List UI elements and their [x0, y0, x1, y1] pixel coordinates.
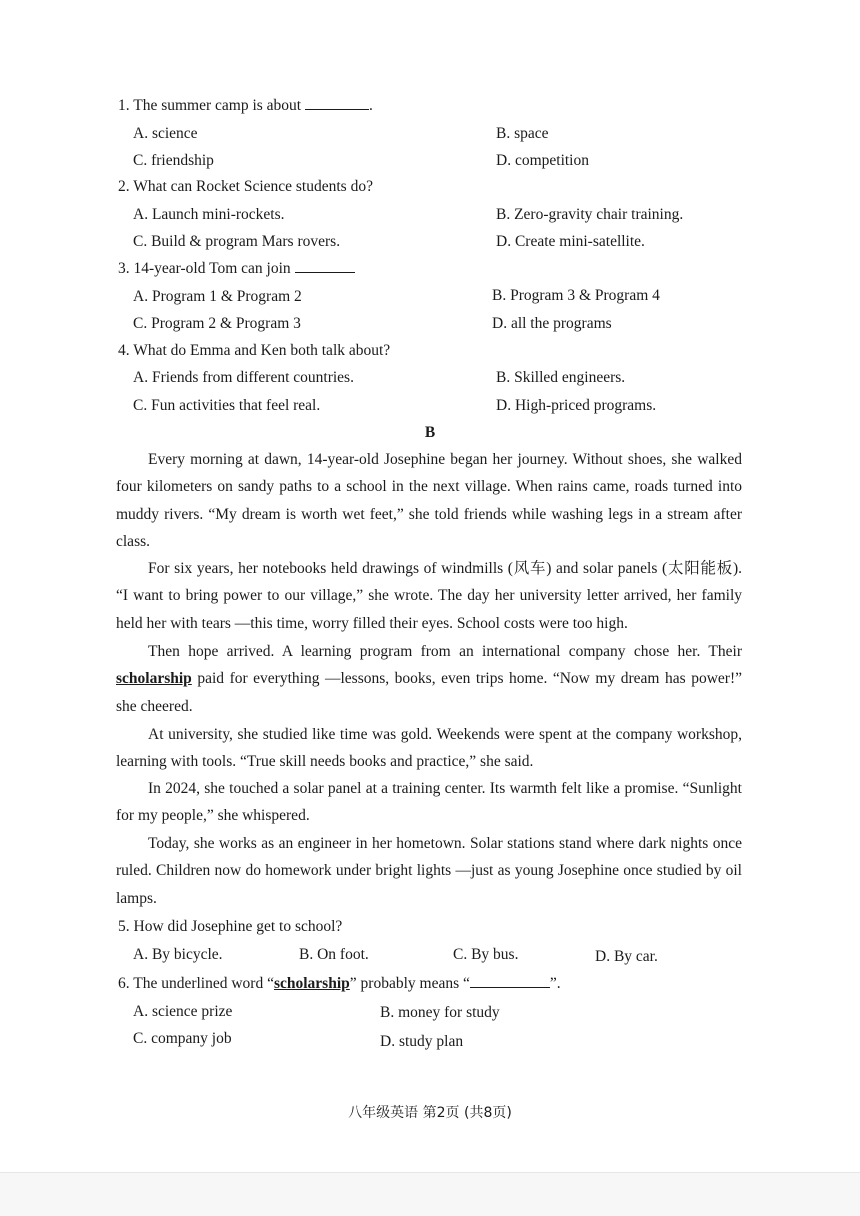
q6-option-b: B. money for study: [380, 1004, 500, 1021]
question-6-end: ”.: [549, 975, 561, 992]
answer-blank: [305, 97, 369, 110]
q5-option-b: B. On foot.: [299, 946, 369, 963]
passage-paragraph-2: [116, 555, 742, 637]
paragraph-2-text: For six years, her notebooks held drawings of windmills (风车) and solar panels (太阳能板). “I want to bring power to our village,” she wrote. The day her university letter arrived, her family held her with tears —this time, worry filled their eyes. School costs were too high.: [116, 560, 742, 632]
question-3-stem: [118, 259, 355, 279]
question-1-stem: [118, 96, 373, 116]
page-footer: 八年级英语 第2页 (共8页): [348, 1105, 512, 1121]
q6-option-a: A. science prize: [133, 1003, 233, 1020]
question-4-stem: 4. What do Emma and Ken both talk about?: [118, 342, 391, 359]
paragraph-3-text: Then hope arrived. A learning program from an international company chose her. Their: [148, 643, 742, 660]
question-1-text: 1. The summer camp is about: [118, 97, 305, 114]
passage-paragraph-1: [116, 446, 742, 555]
passage-paragraph-5: [116, 775, 742, 830]
passage-paragraph-3: [116, 638, 742, 720]
answer-blank: [295, 260, 355, 273]
q3-option-a: A. Program 1 & Program 2: [133, 288, 302, 305]
q3-option-d: D. all the programs: [492, 315, 612, 332]
question-3-text: 3. 14-year-old Tom can join: [118, 260, 295, 277]
question-2-stem: 2. What can Rocket Science students do?: [118, 178, 373, 195]
q3-option-b: B. Program 3 & Program 4: [492, 287, 660, 304]
q6-option-d: D. study plan: [380, 1033, 464, 1050]
q1-option-a: A. science: [133, 125, 198, 142]
question-6-text-mid: ” probably means “: [349, 975, 470, 992]
underlined-word: scholarship: [116, 670, 192, 688]
q4-option-b: B. Skilled engineers.: [496, 369, 626, 386]
question-5-stem: 5. How did Josephine get to school?: [118, 918, 343, 935]
paragraph-1-text: Every morning at dawn, 14-year-old Josephine began her journey. Without shoes, she walked four kilometers on sandy paths to a school in the next village. When rains came, roads turned into muddy rivers. “My dream is worth wet feet,” she told friends while washing legs in a stream after class.: [116, 451, 742, 550]
q6-option-c: C. company job: [133, 1030, 232, 1047]
q4-option-d: D. High-priced programs.: [496, 397, 657, 414]
q5-option-a: A. By bicycle.: [133, 946, 223, 963]
section-b-heading: B: [424, 424, 436, 441]
q4-option-c: C. Fun activities that feel real.: [133, 397, 321, 414]
paragraph-3-rest: paid for everything —lessons, books, even trips home. “Now my dream has power!” she cheered.: [116, 670, 742, 715]
q5-option-c: C. By bus.: [453, 946, 519, 963]
paragraph-6-text: Today, she works as an engineer in her hometown. Solar stations stand where dark nights once ruled. Children now do homework under bright lights —just as young Josephine once studied by oil lamps.: [116, 835, 742, 907]
answer-blank: [470, 975, 550, 988]
q2-option-c: C. Build & program Mars rovers.: [133, 233, 341, 250]
q2-option-b: B. Zero-gravity chair training.: [496, 206, 684, 223]
q2-option-a: A. Launch mini-rockets.: [133, 206, 285, 223]
q4-option-a: A. Friends from different countries.: [133, 369, 354, 386]
q2-option-d: D. Create mini-satellite.: [496, 233, 645, 250]
q3-option-c: C. Program 2 & Program 3: [133, 315, 301, 332]
q1-option-b: B. space: [496, 125, 549, 142]
q5-option-d: D. By car.: [595, 948, 658, 965]
scan-bottom-margin: [0, 1173, 860, 1216]
q1-option-d: D. competition: [496, 152, 589, 169]
question-6-underlined-word: scholarship: [273, 975, 350, 992]
question-6-stem: [118, 974, 561, 994]
paragraph-4-text: At university, she studied like time was gold. Weekends were spent at the company workshop, learning with tools. “True skill needs books and practice,” she said.: [116, 726, 742, 771]
question-1-end: .: [368, 97, 373, 114]
paragraph-5-text: In 2024, she touched a solar panel at a training center. Its warmth felt like a promise. “Sunlight for my people,” she whispered.: [116, 780, 742, 825]
q1-option-c: C. friendship: [133, 152, 214, 169]
passage-paragraph-4: [116, 721, 742, 776]
question-6-text: 6. The underlined word “: [118, 975, 274, 992]
passage-paragraph-6: [116, 830, 742, 912]
